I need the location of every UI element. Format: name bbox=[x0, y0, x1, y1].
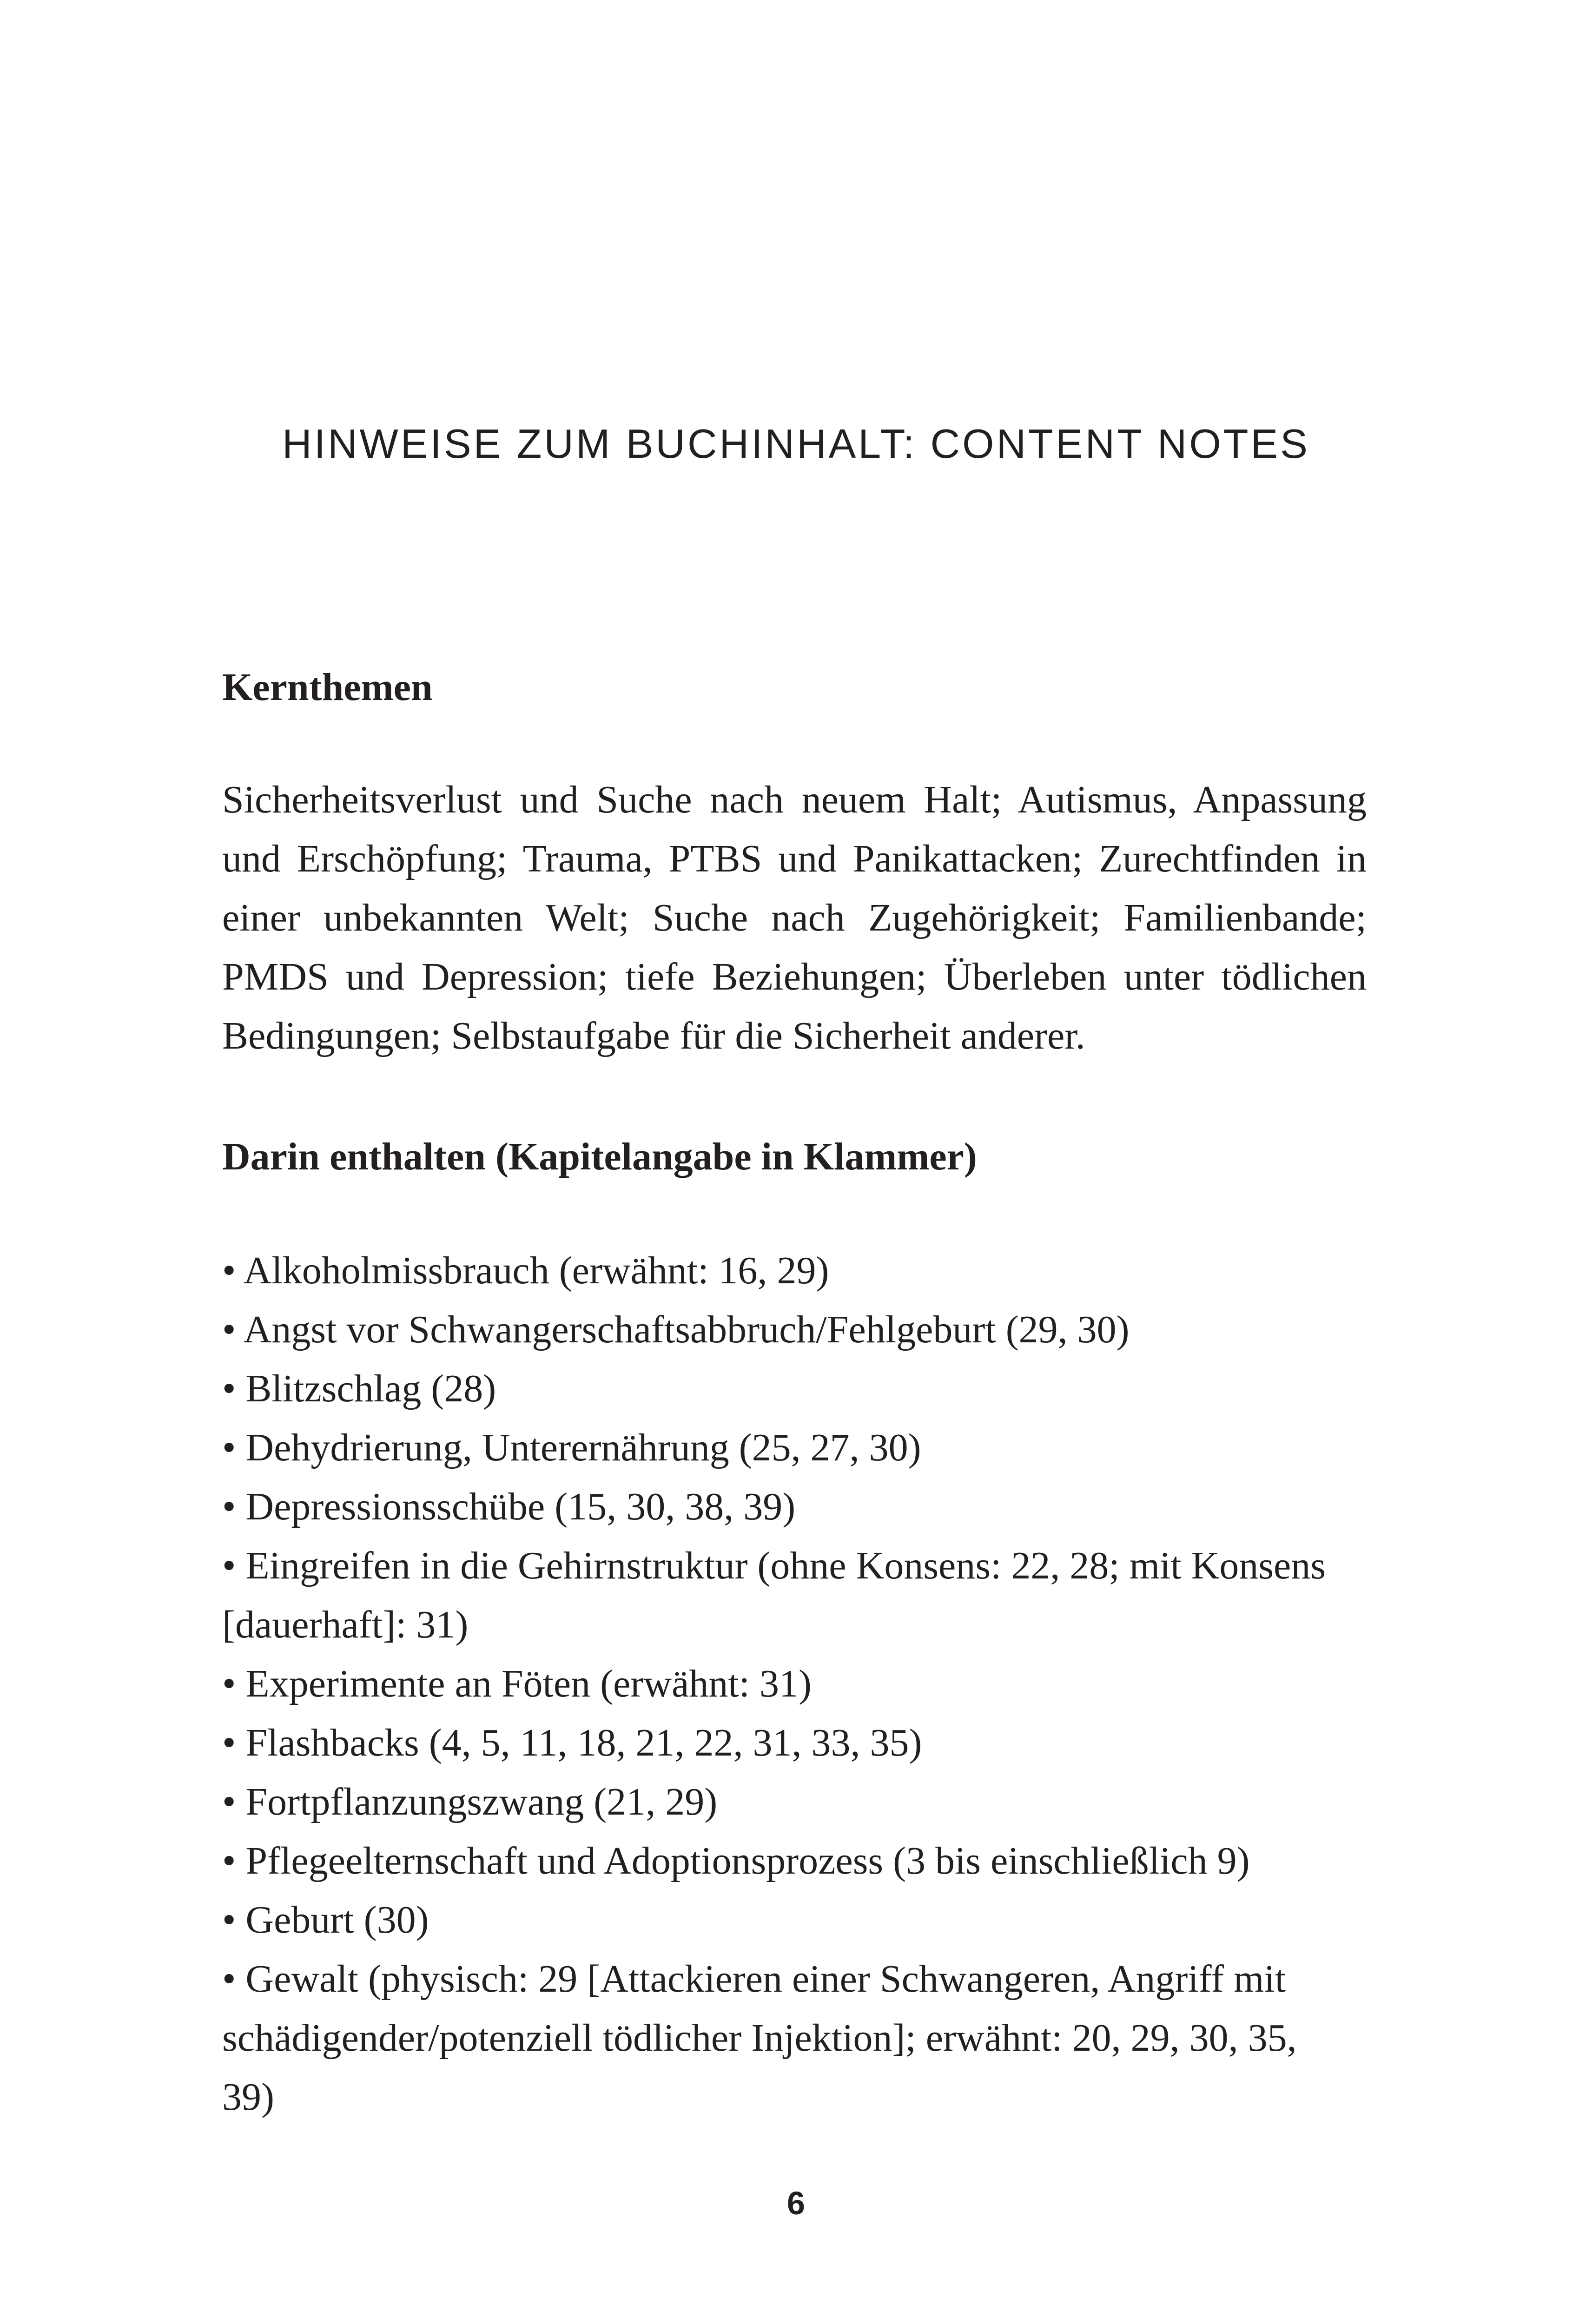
list-item-line: • Angst vor Schwangerschaftsabbruch/Fehlgeburt (29, 30) bbox=[222, 1308, 1130, 1351]
list-item bbox=[222, 1300, 1367, 1359]
list-item-line: • Pflegeelternschaft und Adoptionsprozess (3 bis einschließlich 9) bbox=[222, 1839, 1250, 1882]
content-notes-list bbox=[222, 1241, 1367, 2126]
list-item-line: • Gewalt (physisch: 29 [Attackieren einer Schwangeren, Angriff mit bbox=[222, 1957, 1286, 2000]
paragraph-line: Sicherheitsverlust und Suche nach neuem Halt; Autismus, Anpassung bbox=[222, 778, 1367, 821]
list-item-line: • Alkoholmissbrauch (erwähnt: 16, 29) bbox=[222, 1249, 829, 1292]
list-item bbox=[222, 1831, 1367, 1890]
page-number: 6 bbox=[787, 2185, 805, 2221]
kernthemen-paragraph bbox=[222, 770, 1367, 1065]
list-item-line: • Blitzschlag (28) bbox=[222, 1367, 496, 1410]
paragraph-line: PMDS und Depression; tiefe Beziehungen; Überleben unter tödlichen bbox=[222, 955, 1367, 998]
list-item bbox=[222, 1654, 1367, 1713]
list-item-line: 39) bbox=[222, 2075, 274, 2119]
list-item-line: • Flashbacks (4, 5, 11, 18, 21, 22, 31, 33, 35) bbox=[222, 1721, 922, 1764]
section-heading-kernthemen: Kernthemen bbox=[222, 666, 433, 709]
list-item bbox=[222, 1949, 1367, 2126]
list-item-line: schädigender/potenziell tödlicher Injektion]; erwähnt: 20, 29, 30, 35, bbox=[222, 2016, 1297, 2060]
page-title: HINWEISE ZUM BUCHINHALT: CONTENT NOTES bbox=[282, 421, 1310, 467]
list-item bbox=[222, 1713, 1367, 1772]
list-item-line: • Geburt (30) bbox=[222, 1898, 429, 1941]
paragraph-line: einer unbekannten Welt; Suche nach Zugehörigkeit; Familienbande; bbox=[222, 896, 1367, 939]
paragraph-line: Bedingungen; Selbstaufgabe für die Sicherheit anderer. bbox=[222, 1014, 1085, 1057]
list-item-line: • Depressionsschübe (15, 30, 38, 39) bbox=[222, 1485, 796, 1528]
list-item-line: [dauerhaft]: 31) bbox=[222, 1603, 469, 1646]
list-item bbox=[222, 1477, 1367, 1536]
list-item bbox=[222, 1772, 1367, 1831]
list-item-line: • Eingreifen in die Gehirnstruktur (ohne Konsens: 22, 28; mit Konsens bbox=[222, 1544, 1326, 1587]
list-item-line: • Fortpflanzungszwang (21, 29) bbox=[222, 1780, 718, 1823]
list-item bbox=[222, 1890, 1367, 1949]
list-item bbox=[222, 1359, 1367, 1418]
list-item bbox=[222, 1536, 1367, 1654]
list-item-line: • Experimente an Föten (erwähnt: 31) bbox=[222, 1662, 812, 1705]
list-item-line: • Dehydrierung, Unterernährung (25, 27, 30) bbox=[222, 1426, 921, 1469]
list-item bbox=[222, 1241, 1367, 1300]
section-heading-darin-enthalten: Darin enthalten (Kapitelangabe in Klammer) bbox=[222, 1135, 977, 1178]
paragraph-line: und Erschöpfung; Trauma, PTBS und Panikattacken; Zurechtfinden in bbox=[222, 837, 1367, 880]
list-item bbox=[222, 1418, 1367, 1477]
